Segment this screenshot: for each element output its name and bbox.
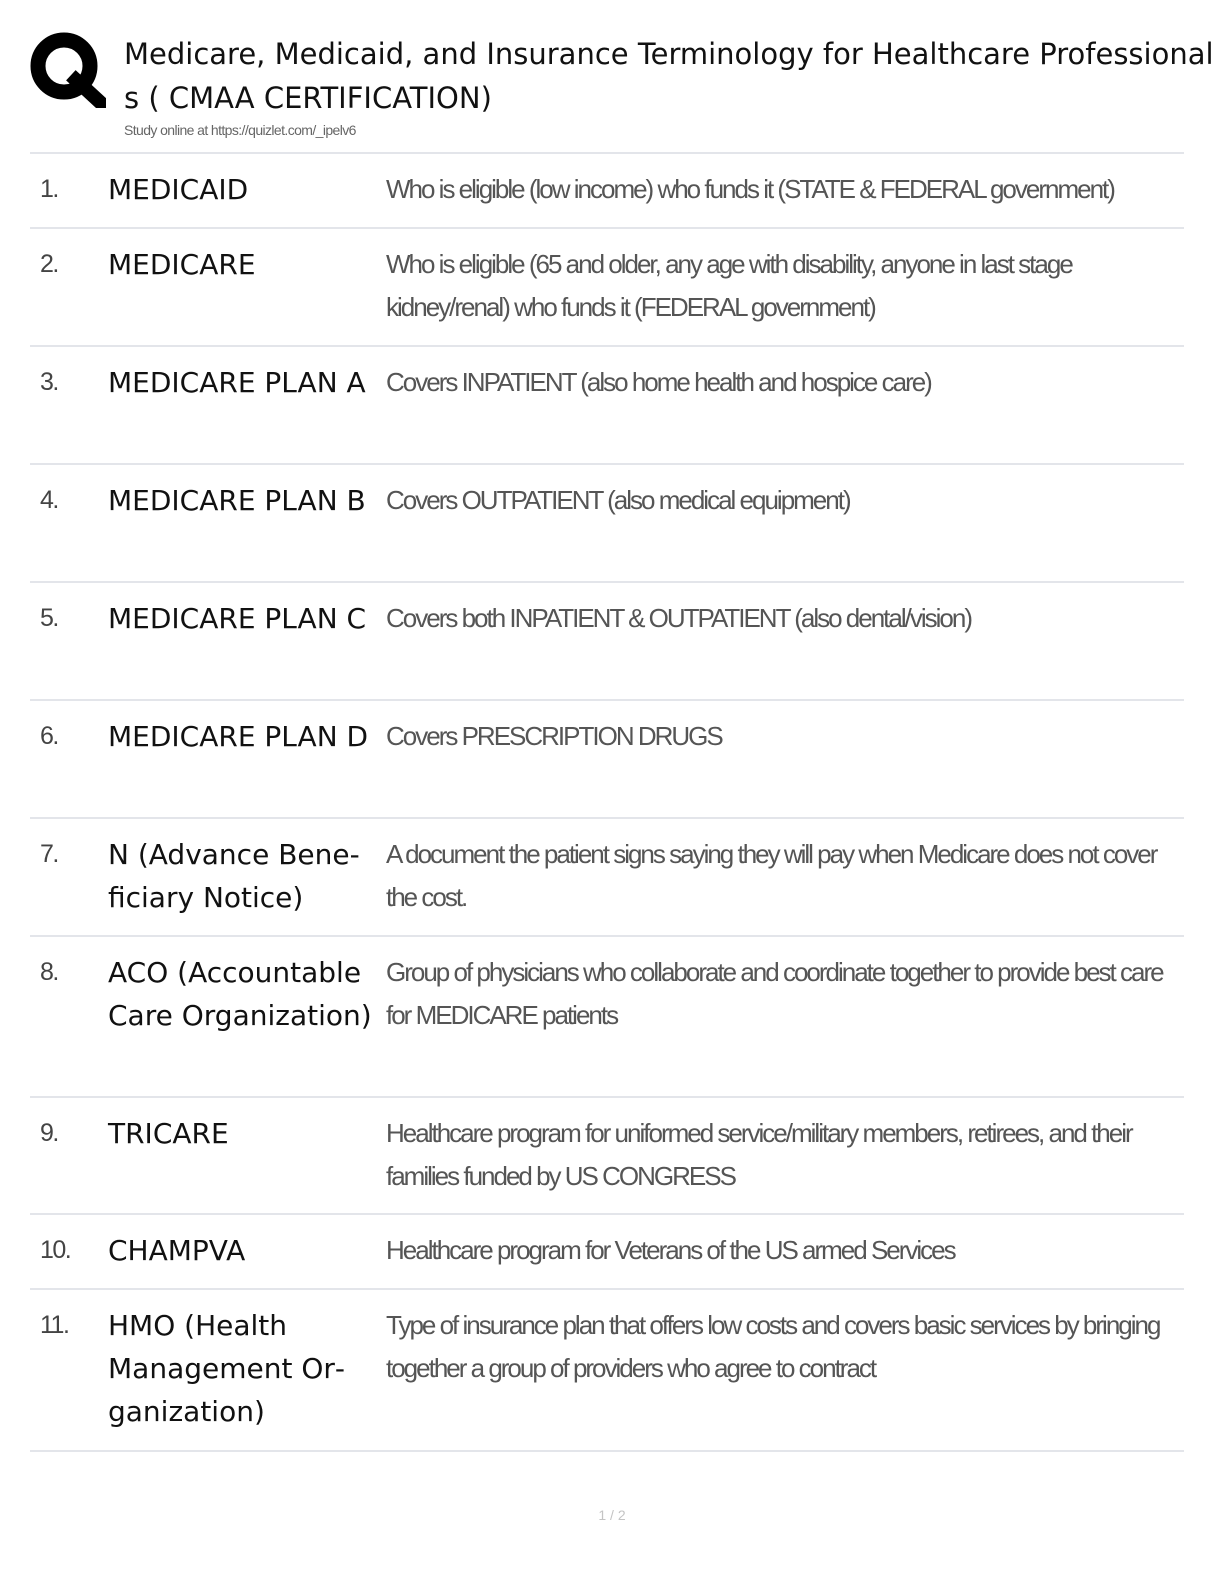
- term-number: 3.: [40, 368, 58, 396]
- term-definition: Covers INPATIENT (also home health and hospice care): [386, 367, 931, 397]
- term-row: [30, 1098, 1184, 1215]
- term-number: 1.: [40, 175, 58, 203]
- term-definition: Group of physicians who collaborate and coordinate together to provide best care for MEDICARE patients: [386, 957, 1163, 1030]
- term-number: 5.: [40, 604, 58, 632]
- term-name: MEDICAID: [108, 173, 249, 206]
- term-number: 10.: [40, 1236, 71, 1264]
- term-list: [30, 154, 1184, 1452]
- term-row: [30, 347, 1184, 465]
- term-name: ACO (Accountable Care Organization): [108, 956, 372, 1032]
- term-row: [30, 819, 1184, 937]
- term-row: [30, 229, 1184, 347]
- quizlet-logo-icon: [30, 32, 106, 108]
- term-definition: Covers PRESCRIPTION DRUGS: [386, 721, 722, 751]
- term-definition: Covers OUTPATIENT (also medical equipment): [386, 485, 850, 515]
- term-definition: Who is eligible (65 and older, any age with disability, anyone in last stage kidney/renal) who funds it (FEDERAL government): [386, 249, 1072, 322]
- document-title: Medicare, Medicaid, and Insurance Terminology for Healthcare Professionals ( CMAA CERTIFICATION): [124, 37, 1214, 115]
- term-name: MEDICARE: [108, 248, 256, 281]
- term-definition: Who is eligible (low income) who funds it (STATE & FEDERAL government): [386, 174, 1114, 204]
- term-definition: Covers both INPATIENT & OUTPATIENT (also dental/vision): [386, 603, 971, 633]
- term-row: [30, 154, 1184, 229]
- term-row: [30, 583, 1184, 701]
- term-number: 2.: [40, 250, 58, 278]
- term-number: 11.: [40, 1311, 69, 1339]
- term-name: MEDICARE PLAN A: [108, 366, 366, 399]
- term-row: [30, 1290, 1184, 1452]
- term-number: 9.: [40, 1119, 58, 1147]
- term-number: 8.: [40, 958, 58, 986]
- term-definition: A document the patient signs saying they will pay when Medicare does not cover the cost.: [386, 839, 1157, 912]
- term-row: [30, 701, 1184, 819]
- term-name: HMO (Health Management Organization): [108, 1309, 346, 1428]
- term-name: CHAMPVA: [108, 1234, 246, 1267]
- term-definition: Type of insurance plan that offers low costs and covers basic services by bringing together a group of providers who agree to contract: [386, 1310, 1160, 1383]
- term-row: [30, 1215, 1184, 1290]
- term-name: MEDICARE PLAN C: [108, 602, 367, 635]
- term-definition: Healthcare program for uniformed service/military members, retirees, and their families funded by US CONGRESS: [386, 1118, 1132, 1191]
- term-number: 6.: [40, 722, 58, 750]
- document-header: [30, 26, 1224, 152]
- term-name: TRICARE: [108, 1117, 229, 1150]
- term-row: [30, 937, 1184, 1098]
- page-indicator: 1 / 2: [598, 1507, 626, 1523]
- term-definition: Healthcare program for Veterans of the US armed Services: [386, 1235, 955, 1265]
- term-row: [30, 465, 1184, 583]
- term-number: 7.: [40, 840, 58, 868]
- term-name: MEDICARE PLAN D: [108, 720, 369, 753]
- term-number: 4.: [40, 486, 58, 514]
- term-name: MEDICARE PLAN B: [108, 484, 366, 517]
- term-name: N (Advance Beneficiary Notice): [108, 838, 360, 914]
- study-online-link[interactable]: Study online at https://quizlet.com/_ipelv6: [124, 122, 356, 138]
